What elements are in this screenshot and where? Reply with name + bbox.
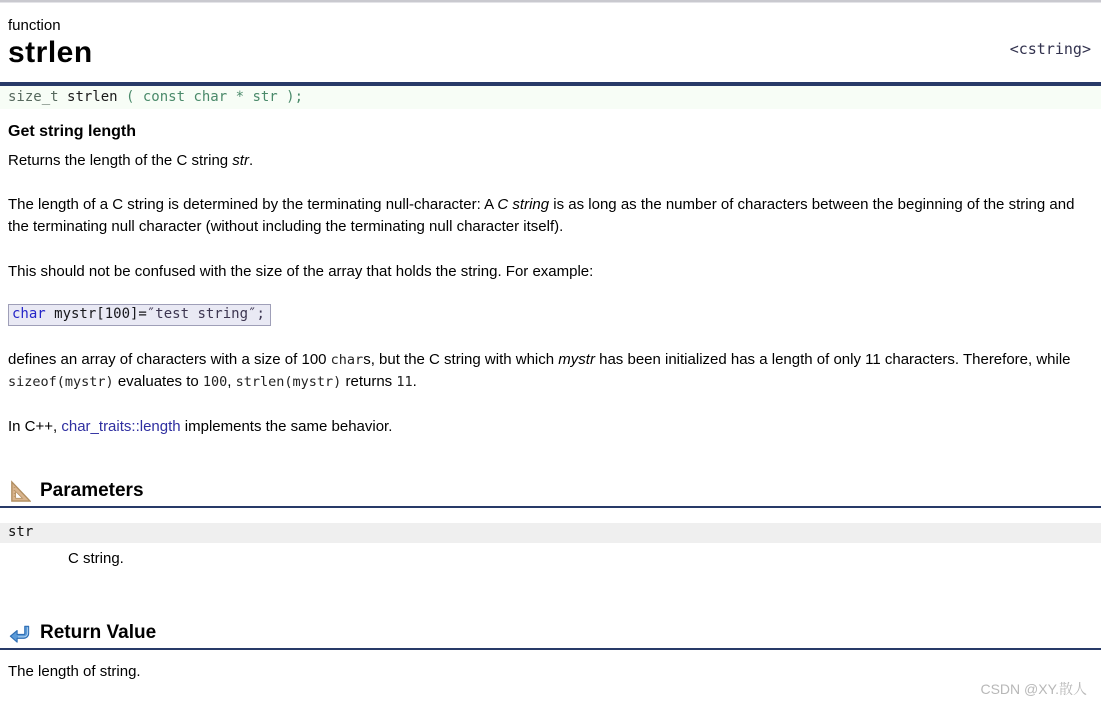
desc3-text-4: evaluates to (113, 373, 203, 390)
top-border (0, 0, 1101, 3)
parameters-section (8, 479, 1093, 570)
desc3-text-3: has been initialized has a length of only 11 characters. Therefore, while (594, 351, 1071, 368)
description-paragraph-3 (8, 349, 1093, 393)
description-paragraph-2: This should not be confused with the size of the array that holds the string. For example: (8, 263, 594, 280)
desc3-em-mystr: mystr (558, 351, 595, 368)
return-value-section (8, 621, 1093, 683)
prototype-return-type: size_t (8, 89, 68, 105)
desc3-code-char: char (330, 352, 364, 368)
desc1-text-end: is as long as the number of characters between the beginning of the string and the terminating null character (without including the terminating null character itself). (8, 196, 1075, 235)
desc3-code-sizeof: sizeof(mystr) (8, 374, 114, 390)
code-keyword: char (12, 306, 46, 322)
return-value-title: Return Value (40, 622, 157, 643)
intro-param-em: str (232, 152, 249, 169)
csdn-watermark: CSDN @XY.散人 (980, 681, 1087, 697)
desc3-code-100: 100 (202, 374, 228, 390)
desc3-code-strlen: strlen(mystr) (235, 374, 342, 390)
intro-paragraph (8, 150, 1093, 172)
desc4-text-2: implements the same behavior. (180, 418, 393, 435)
desc4-text-1: In C++, (8, 418, 62, 435)
desc3-text-1: defines an array of characters with a size of 100 (8, 351, 331, 368)
desc3-code-11: 11 (396, 374, 413, 390)
description-paragraph-1 (8, 194, 1093, 238)
code-example-box (8, 304, 271, 326)
summary-heading: Get string length (8, 123, 136, 140)
char-traits-length-link[interactable]: char_traits::length (61, 418, 181, 435)
code-string-literal: ″test string″; (146, 306, 265, 322)
desc3-text-7: . (412, 373, 417, 390)
function-kind-label: function (8, 17, 61, 34)
parameters-section-header (0, 479, 1101, 508)
intro-text-end: . (248, 152, 254, 169)
desc3-text-2: s, but the C string with which (363, 351, 559, 368)
return-arrow-icon (8, 622, 31, 645)
desc1-em: C string (497, 196, 550, 213)
desc3-text-6: returns (341, 373, 397, 390)
prototype-parameters: ( const char * str ); (117, 89, 304, 105)
desc1-text: The length of a C string is determined by the terminating null-character: A (8, 196, 498, 213)
prototype-function-name: strlen (67, 89, 118, 105)
code-identifier: mystr[100]= (45, 306, 147, 322)
return-value-description: The length of string. (8, 663, 141, 680)
intro-text: Returns the length of the C string (8, 152, 233, 169)
parameters-title: Parameters (40, 480, 144, 501)
set-square-icon (8, 480, 31, 503)
desc3-text-5: , (227, 373, 236, 390)
description-paragraph-4 (8, 416, 1093, 438)
parameter-name-row: str (0, 523, 1101, 543)
parameter-description: C string. (68, 550, 124, 567)
page-title: strlen (8, 36, 93, 69)
return-value-section-header (0, 621, 1101, 650)
header-include-link[interactable]: <cstring> (1009, 40, 1091, 58)
function-prototype (0, 86, 1101, 109)
